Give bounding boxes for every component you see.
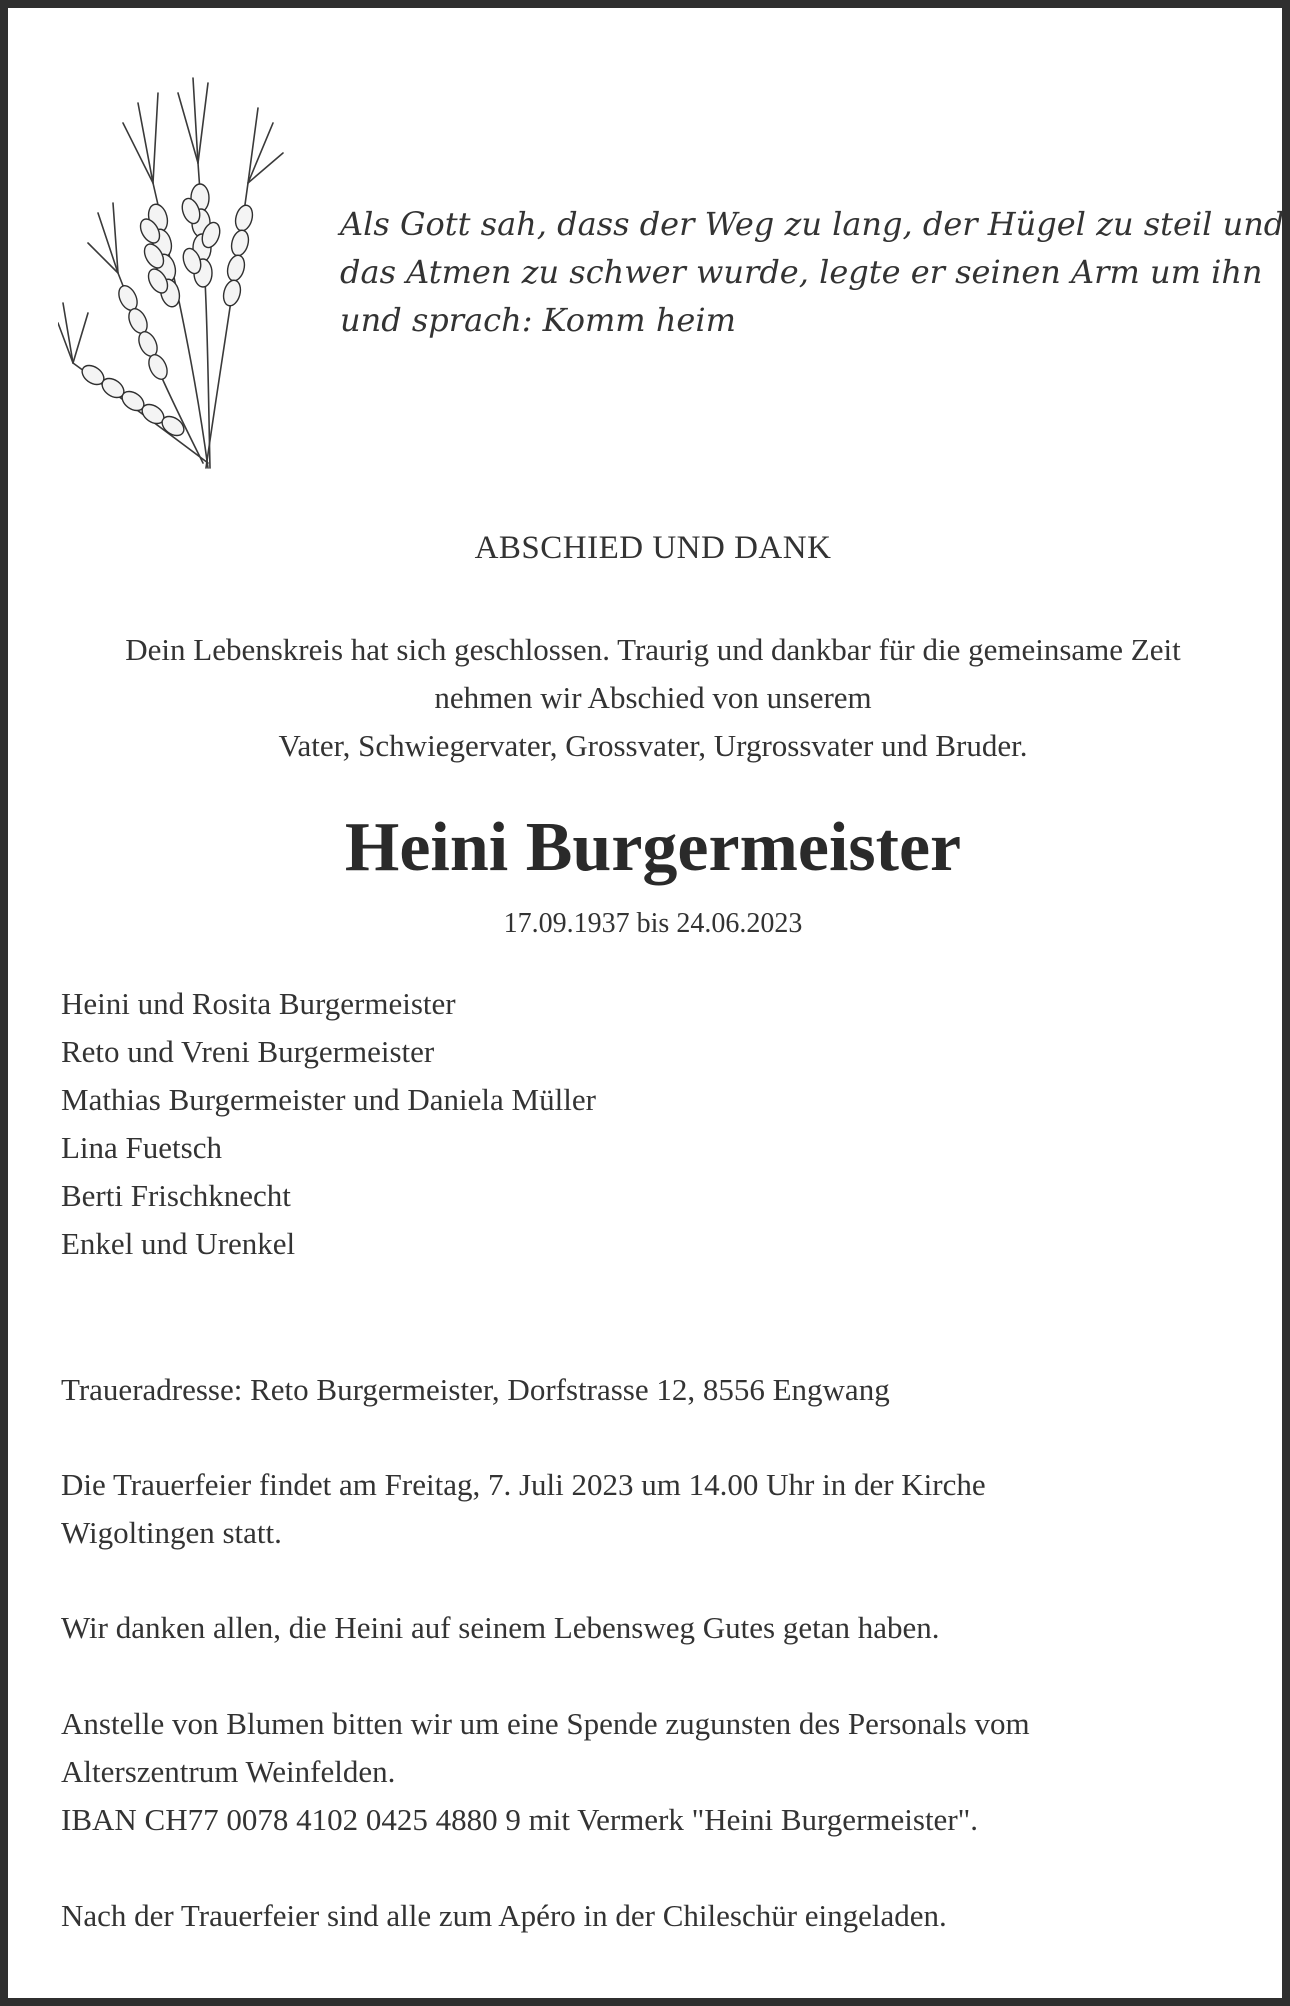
intro-line: Vater, Schwiegervater, Grossvater, Urgrossvater und Bruder.: [278, 728, 1028, 763]
deceased-name: Heini Burgermeister: [344, 809, 962, 886]
mourner-item: Mathias Burgermeister und Daniela Müller: [61, 1082, 596, 1117]
address-line: Traueradresse: Reto Burgermeister, Dorfstrasse 12, 8556 Engwang: [61, 1372, 890, 1407]
donation-info: [61, 1700, 1251, 1844]
thanks-text: [61, 1604, 1251, 1652]
wheat-icon: [58, 63, 288, 473]
mourners-list: [61, 980, 596, 1268]
iban-line: IBAN CH77 0078 4102 0425 4880 9 mit Vermerk "Heini Burgermeister".: [61, 1802, 979, 1837]
ceremony-line: Wigoltingen statt.: [61, 1515, 282, 1550]
intro-text: [8, 626, 1290, 770]
mourner-item: Berti Frischknecht: [61, 1178, 291, 1213]
apero-invitation: [61, 1892, 1251, 1940]
memorial-quote: [340, 200, 1285, 344]
ceremony-line: Die Trauerfeier findet am Freitag, 7. Juli 2023 um 14.00 Uhr in der Kirche: [61, 1467, 986, 1502]
quote-line: Als Gott sah, dass der Weg zu lang, der Hügel zu steil und: [340, 205, 1285, 243]
apero-line: Nach der Trauerfeier sind alle zum Apéro in der Chileschür eingeladen.: [61, 1898, 947, 1933]
thanks-line: Wir danken allen, die Heini auf seinem Lebensweg Gutes getan haben.: [61, 1610, 940, 1645]
quote-line: und sprach: Komm heim: [340, 301, 736, 339]
life-dates: 17.09.1937 bis 24.06.2023: [503, 908, 803, 939]
intro-line: Dein Lebenskreis hat sich geschlossen. Traurig und dankbar für die gemeinsame Zeit: [125, 632, 1181, 667]
mourner-item: Reto und Vreni Burgermeister: [61, 1034, 435, 1069]
intro-line: nehmen wir Abschied von unserem: [434, 680, 872, 715]
donation-line: Anstelle von Blumen bitten wir um eine Spende zugunsten des Personals vom: [61, 1706, 1030, 1741]
quote-line: das Atmen zu schwer wurde, legte er seinen Arm um ihn: [340, 253, 1263, 291]
ceremony-info: [61, 1461, 1251, 1557]
mourner-item: Heini und Rosita Burgermeister: [61, 986, 456, 1021]
section-heading: ABSCHIED UND DANK: [474, 530, 832, 566]
mourner-item: Enkel und Urenkel: [61, 1226, 296, 1261]
mourning-address: [61, 1366, 1251, 1414]
mourner-item: Lina Fuetsch: [61, 1130, 222, 1165]
donation-line: Alterszentrum Weinfelden.: [61, 1754, 396, 1789]
